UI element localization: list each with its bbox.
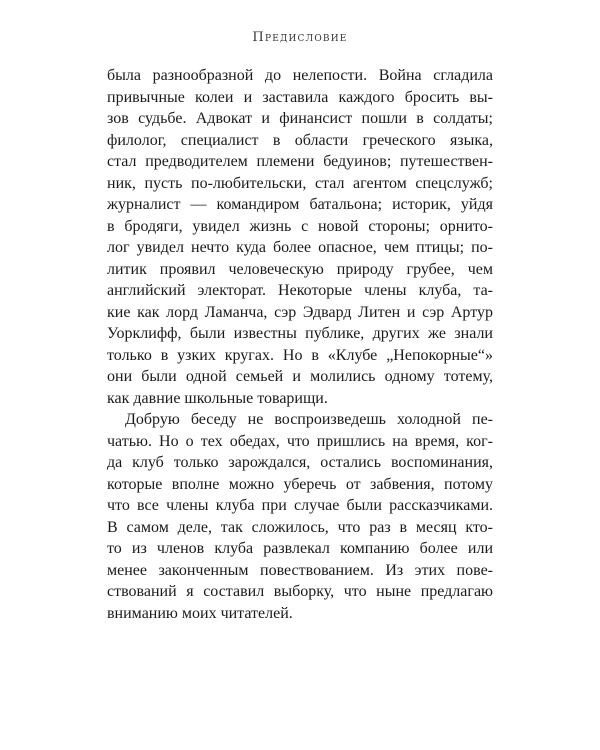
text-line: они были одной семьей и молились одному тотему, xyxy=(107,368,493,385)
text-line: привычные колеи и заставила каждого бросить вы- xyxy=(107,88,493,106)
paragraph-1 xyxy=(107,65,493,409)
text-line: что все члены клуба при случае были рассказчиками. xyxy=(107,497,493,514)
text-line: да клуб только зарождался, остались воспоминания, xyxy=(107,454,493,471)
text-line: вниманию моих читателей. xyxy=(107,604,293,622)
text-line: Уорклифф, были известны публике, других же знали xyxy=(107,325,493,342)
text-line: стал предводителем племени бедуинов; путешествен- xyxy=(107,153,493,170)
text-line: зов судьбе. Адвокат и финансист пошли в солдаты; xyxy=(107,110,493,127)
text-line: была разнообразной до нелепости. Война сгладила xyxy=(107,67,493,84)
text-line: чатью. Но о тех обедах, что пришлись на время, ког- xyxy=(107,432,493,450)
text-line: журналист — командиром батальона; историк, уйдя xyxy=(107,196,493,213)
text-line: в бродяги, увидел жизнь с новой стороны; орнито- xyxy=(107,217,493,235)
text-line: В самом деле, так сложилось, что раз в месяц кто- xyxy=(107,518,493,536)
text-line: ник, пусть по-любительски, стал агентом спецслужб; xyxy=(107,174,493,192)
text-line: кие как лорд Ламанча, сэр Эдвард Литен и сэр Артур xyxy=(107,303,493,321)
running-head: Предисловие xyxy=(252,30,348,45)
text-line: лог увидел нечто куда более опасное, чем птицы; по- xyxy=(107,239,493,256)
body-text xyxy=(107,65,493,624)
text-line: менее законченным повествованием. Из этих пове- xyxy=(107,561,493,579)
text-line: которые вполне можно уберечь от забвения, потому xyxy=(107,475,493,493)
paragraph-2 xyxy=(107,409,493,624)
text-line: как давние школьные товарищи. xyxy=(107,389,328,407)
text-line: то из членов клуба развлекал компанию более или xyxy=(107,540,493,557)
text-line: филолог, специалист в области греческого языка, xyxy=(107,131,493,149)
text-line: ствований я составил выборку, что ныне предлагаю xyxy=(107,583,493,600)
text-line: только в узких кругах. Но в «Клубе „Непокорные“» xyxy=(107,346,493,364)
text-line: литик проявил человеческую природу грубее, чем xyxy=(107,260,493,278)
text-line: Добрую беседу не воспроизведешь холодной пе- xyxy=(125,411,493,428)
text-line: английский электорат. Некоторые члены клуба, та- xyxy=(107,282,493,299)
